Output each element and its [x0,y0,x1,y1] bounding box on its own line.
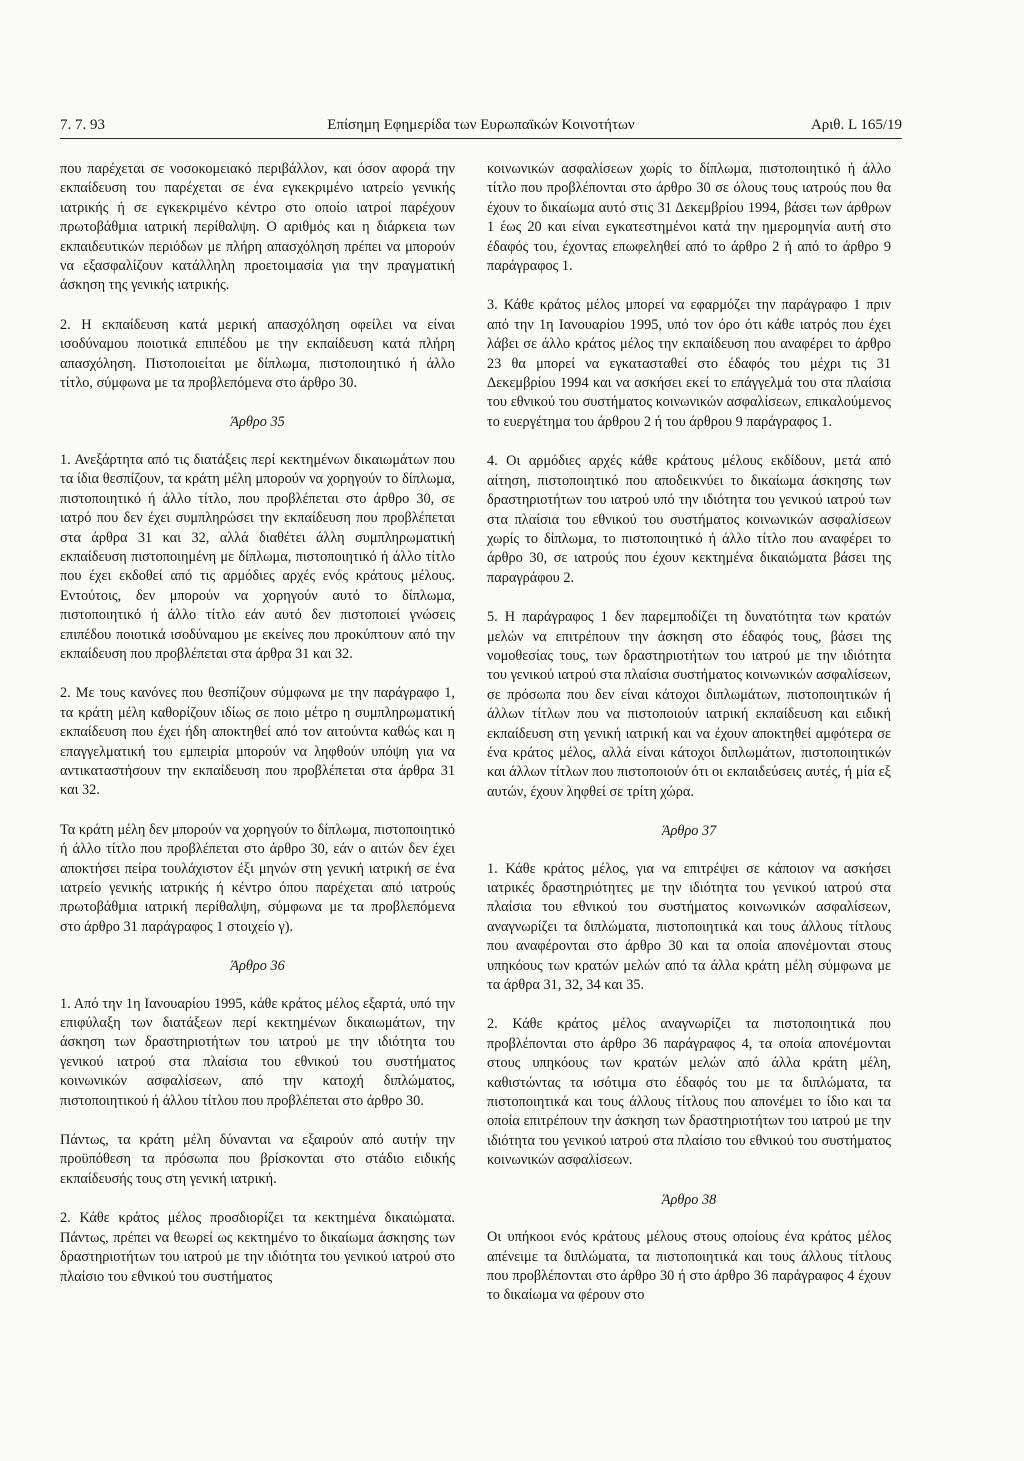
article-heading-37: Άρθρο 37 [661,823,717,840]
paragraph: 4. Οι αρμόδιες αρχές κάθε κράτους μέλους εκδίδουν, μετά από αίτηση, πιστοποιητικό που αποδεικνύει το δικαίωμα άσκησης των δραστηριοτήτων του ιατρού υπό την ιδιότητα του γενικού ιατρού των στα πλαίσια του εθνικού του συστήματος κοινωνικών ασφαλίσεων χωρίς το δίπλωμα, το πιστοποιητικό ή άλλο τίτλο που αναφέρει το άρθρο 30, σε ιατρούς που έχουν κεκτημένα δικαιώματα βάσει της παραγράφου 2. [487,453,891,586]
page-header [60,115,902,137]
paragraph: 2. Η εκπαίδευση κατά μερική απασχόληση οφείλει να είναι ισοδύναμου ποιοτικά επιπέδου με την εκπαίδευση κατά πλήρη απασχόληση. Πιστοποιείται με δίπλωμα, πιστοποιητικό ή άλλο τίτλο, σύμφωνα με τα προβλεπόμενα στο άρθρο 30. [60,316,455,392]
paragraph: 5. Η παράγραφος 1 δεν παρεμποδίζει τη δυνατότητα των κρατών μελών να επιτρέπουν την άσκηση στο έδαφός τους, βάσει της νομοθεσίας τους, των δραστηριοτήτων του ιατρού με την ιδιότητα του γενικού ιατρού στα πλαίσια συστήματος κοινωνικών ασφαλίσεων, σε πρόσωπα που δεν είναι κάτοχοι διπλωμάτων, πιστοποιητικών ή άλλων τίτλων που να πιστοποιούν ιατρική εκπαίδευση και ειδική εκπαίδευση στη γενική ιατρική και να έχουν αποκτηθεί αμφότερα σε ένα κράτος μέλος, αλλά είναι κάτοχοι διπλωμάτων, πιστοποιητικών και άλλων τίτλων που πιστοποιούν ότι οι εκπαιδεύσεις αυτές, ή μία εξ αυτών, έχουν ληφθεί σε τρίτη χώρα. [487,609,891,800]
paragraph: 1. Από την 1η Ιανουαρίου 1995, κάθε κράτος μέλος εξαρτά, υπό την επιφύλαξη των διατάξεων περί κεκτημένων δικαιωμάτων, την άσκηση των δραστηριοτήτων του ιατρού με την ιδιότητα του γενικού ιατρού στα πλαίσια του εθνικού του συστήματος κοινωνικών ασφαλίσεων, από την κατοχή διπλώματος, πιστοποιητικού ή άλλου τίτλου που προβλέπεται στο άρθρο 30. [60,995,455,1109]
header-date: 7. 7. 93 [60,117,105,133]
journal-title: Επίσημη Εφημερίδα των Ευρωπαϊκών Κοινοτήτων [327,117,635,133]
paragraph: που παρέχεται σε νοσοκομειακό περιβάλλον, και όσον αφορά την εκπαίδευση του παρέχεται σε ένα εγκεκριμένο ιατρείο γενικής ιατρικής ή σε εγκεκριμένο κέντρο στο οποίο ιατροί παρέχουν πρωτοβάθμια ιατρική περίθαλψη. Ο αριθμός και η διάρκεια των εκπαιδευτικών περιόδων με πλήρη απασχόληση πρέπει να μπορούν να εξασφαλίζουν κατάλληλη προετοιμασία για την πραγματική άσκηση της γενικής ιατρικής. [60,161,455,294]
left-column [60,160,455,1307]
paragraph: 1. Ανεξάρτητα από τις διατάξεις περί κεκτημένων δικαιωμάτων που τα ίδια θεσπίζουν, τα κράτη μέλη μπορούν να χορηγούν το δίπλωμα, πιστοποιητικό ή άλλο τίτλο, που προβλέπεται στο άρθρο 30, σε ιατρό που δεν έχει συμπληρώσει την εκπαίδευση που προβλέπεται στα άρθρα 31 και 32, αλλά διαθέτει άλλη συμπληρωματική εκπαίδευση πιστοποιημένη με δίπλωμα, πιστοποιητικό ή άλλο τίτλο που έχει εκδοθεί από τις αρμόδιες αρχές ενός κράτους μέλους. Εντούτοις, δεν μπορούν να χορηγούν αυτό το δίπλωμα, πιστοποιητικό ή άλλο τίτλο εάν αυτό δεν πιστοποιεί γνώσεις επιπέδου ποιοτικά ισοδύναμου με εκείνες που προκύπτουν από την εκπαίδευση που προβλέπεται στα άρθρα 31 και 32. [60,451,455,662]
paragraph: 2. Με τους κανόνες που θεσπίζουν σύμφωνα με την παράγραφο 1, τα κράτη μέλη καθορίζουν ιδίως σε ποιο μέτρο η συμπληρωματική εκπαίδευση που έχει ήδη αποκτηθεί από τον αιτούντα καθώς και η επαγγελματική του εμπειρία μπορούν να ληφθούν υπόψη για να αντικαταστήσουν την εκπαίδευση που προβλέπεται στα άρθρα 31 και 32. [60,685,455,799]
article-heading-35: Άρθρο 35 [230,414,285,431]
header-rule [60,138,902,139]
paragraph: 2. Κάθε κράτος μέλος προσδιορίζει τα κεκτημένα δικαιώματα. Πάντως, πρέπει να θεωρεί ως κεκτημένο το δικαίωμα άσκησης των δραστηριοτήτων του ιατρού με την ιδιότητα του γενικού ιατρού στο πλαίσιο του εθνικού του συστήματος [60,1210,455,1285]
paragraph: 1. Κάθε κράτος μέλος, για να επιτρέψει σε κάποιον να ασκήσει ιατρικές δραστηριότητες με την ιδιότητα του γενικού ιατρού στα πλαίσια του εθνικού του συστήματος κοινωνικών ασφαλίσεων, αναγνωρίζει τα διπλώματα, πιστοποιητικά και τους άλλους τίτλους που αναφέρονται στο άρθρο 30 και τα οποία απονέμονται στους υπηκόους των κρατών μελών από τα άλλα κράτη μέλη σύμφωνα με τα άρθρα 31, 32, 34 και 35. [487,860,891,994]
paragraph: Τα κράτη μέλη δεν μπορούν να χορηγούν το δίπλωμα, πιστοποιητικό ή άλλο τίτλο που προβλέπεται στο άρθρο 30, εάν ο αιτών δεν έχει αποκτήσει πείρα τουλάχιστον έξι μηνών στη γενική ιατρική σε ένα ιατρείο γενικής ιατρικής ή κέντρο όπου παρέχεται από ιατρούς πρωτοβάθμια ιατρική περίθαλψη, σύμφωνα με τα προβλεπόμενα στο άρθρο 31 παράγραφος 1 στοιχείο γ). [60,821,455,935]
article-heading-36: Άρθρο 36 [230,958,285,975]
right-column [487,160,891,1326]
paragraph: 3. Κάθε κράτος μέλος μπορεί να εφαρμόζει την παράγραφο 1 πριν από την 1η Ιανουαρίου 1995, υπό τον όρο ότι κάθε ιατρός που έχει λάβει σε άλλο κράτος μέλος την εκπαίδευση που αναφέρει το άρθρο 23 θα μπορεί να εγκατασταθεί στο έδαφός του μέχρι τις 31 Δεκεμβρίου 1994 και να ασκήσει εκεί το επάγγελμά του στα πλαίσια του εθνικού του συστήματος κοινωνικών ασφαλίσεων, επικαλούμενος το ευεργέτημα του άρθρου 2 ή του άρθρου 9 παράγραφος 1. [487,297,891,430]
article-heading-38: Άρθρο 38 [661,1191,717,1208]
paragraph: Οι υπήκοοι ενός κράτους μέλους στους οποίους ένα κράτος μέλος απένειμε τα διπλώματα, τα πιστοποιητικά και τους άλλους τίτλους που προβλέπονται στο άρθρο 30 ή στο άρθρο 36 παράγραφος 4 έχουν το δικαίωμα να φέρουν στο [487,1229,891,1304]
paragraph: Πάντως, τα κράτη μέλη δύνανται να εξαιρούν από αυτήν την προϋπόθεση τα πρόσωπα που βρίσκονται στο στάδιο ειδικής εκπαίδευσής τους στη γενική ιατρική. [60,1132,455,1187]
paragraph: κοινωνικών ασφαλίσεων χωρίς το δίπλωμα, πιστοποιητικό ή άλλο τίτλο που προβλέπονται στο άρθρο 30 σε όλους τους ιατρούς που θα έχουν το δικαίωμα αυτό στις 31 Δεκεμβρίου 1994, βάσει των άρθρων 1 έως 20 και είναι εγκατεστημένοι κατά την ημερομηνία αυτή στο έδαφός του, έχοντας επωφεληθεί από το άρθρο 2 ή από το άρθρο 9 παράγραφος 1. [487,161,891,275]
journal-reference: Αριθ. L 165/19 [810,117,902,133]
paragraph: 2. Κάθε κράτος μέλος αναγνωρίζει τα πιστοποιητικά που προβλέπονται στο άρθρο 36 παράγραφος 4, τα οποία απονέμονται στους υπηκόους των κρατών μελών από άλλα κράτη μέλη, καθιστώντας τα ισότιμα στο έδαφός του με τα διπλώματα, τα πιστοποιητικά και τους άλλους τίτλους που απονέμει το ίδιο και τα οποία επιτρέπουν την άσκηση των δραστηριοτήτων του ιατρού με την ιδιότητα του γενικού ιατρού στα πλαίσιο του εθνικού του συστήματος κοινωνικών ασφαλίσεων. [487,1016,891,1169]
